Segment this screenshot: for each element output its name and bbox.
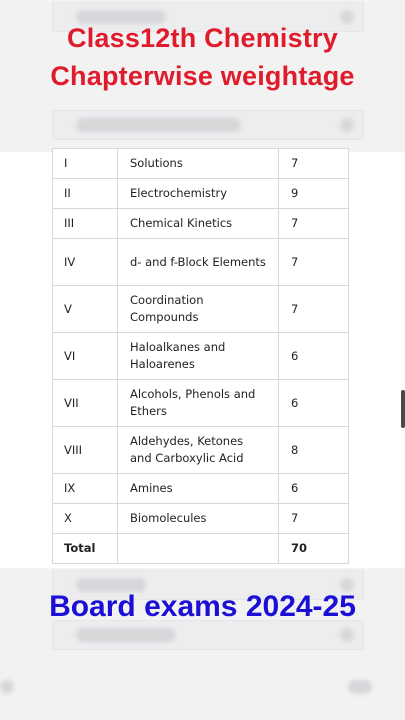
unit-cell: IV: [53, 239, 118, 286]
marks-cell: 9: [279, 179, 349, 209]
chapter-cell: Chemical Kinetics: [118, 209, 279, 239]
unit-cell: IX: [53, 474, 118, 504]
marks-cell: 8: [279, 427, 349, 474]
chapter-cell: Aldehydes, Ketones and Carboxylic Acid: [118, 427, 279, 474]
total-label-cell: Total: [53, 534, 118, 564]
table-row: [53, 179, 349, 209]
table-row: [53, 380, 349, 427]
unit-cell: X: [53, 504, 118, 534]
blurred-text: [0, 680, 14, 694]
chapter-cell: Haloalkanes and Haloarenes: [118, 333, 279, 380]
weightage-table: [52, 148, 349, 564]
marks-cell: 7: [279, 286, 349, 333]
title-line-1: Class12th Chemistry: [67, 23, 338, 53]
marks-cell: 7: [279, 239, 349, 286]
chapter-cell: Electrochemistry: [118, 179, 279, 209]
blurred-text: [76, 628, 176, 642]
marks-cell: 6: [279, 333, 349, 380]
marks-cell: 7: [279, 149, 349, 179]
unit-cell: VI: [53, 333, 118, 380]
title-line-2: Chapterwise weightage: [50, 61, 355, 91]
marks-cell: 6: [279, 474, 349, 504]
table-row: [53, 286, 349, 333]
blurred-text: [76, 118, 241, 132]
blurred-text: [340, 118, 354, 132]
table-row: [53, 149, 349, 179]
chapter-cell: Amines: [118, 474, 279, 504]
chapter-cell: Alcohols, Phenols and Ethers: [118, 380, 279, 427]
marks-cell: 6: [279, 380, 349, 427]
chapter-cell: d- and f-Block Elements: [118, 239, 279, 286]
total-empty-cell: [118, 534, 279, 564]
table-row: [53, 209, 349, 239]
chapter-cell: Biomolecules: [118, 504, 279, 534]
marks-cell: 7: [279, 209, 349, 239]
scroll-indicator: [401, 390, 405, 428]
marks-cell: 7: [279, 504, 349, 534]
unit-cell: II: [53, 179, 118, 209]
table-row: [53, 333, 349, 380]
table-row: [53, 239, 349, 286]
unit-cell: III: [53, 209, 118, 239]
unit-cell: VII: [53, 380, 118, 427]
table-total-row: [53, 534, 349, 564]
table-row: [53, 504, 349, 534]
table-row: [53, 474, 349, 504]
chapter-cell: Solutions: [118, 149, 279, 179]
unit-cell: VIII: [53, 427, 118, 474]
board-exams-caption: Board exams 2024-25: [49, 590, 356, 623]
table-row: [53, 427, 349, 474]
blurred-text: [340, 628, 354, 642]
total-marks-cell: 70: [279, 534, 349, 564]
unit-cell: V: [53, 286, 118, 333]
table-body: [53, 149, 349, 564]
chapter-cell: Coordination Compounds: [118, 286, 279, 333]
unit-cell: I: [53, 149, 118, 179]
blurred-text: [348, 680, 372, 694]
